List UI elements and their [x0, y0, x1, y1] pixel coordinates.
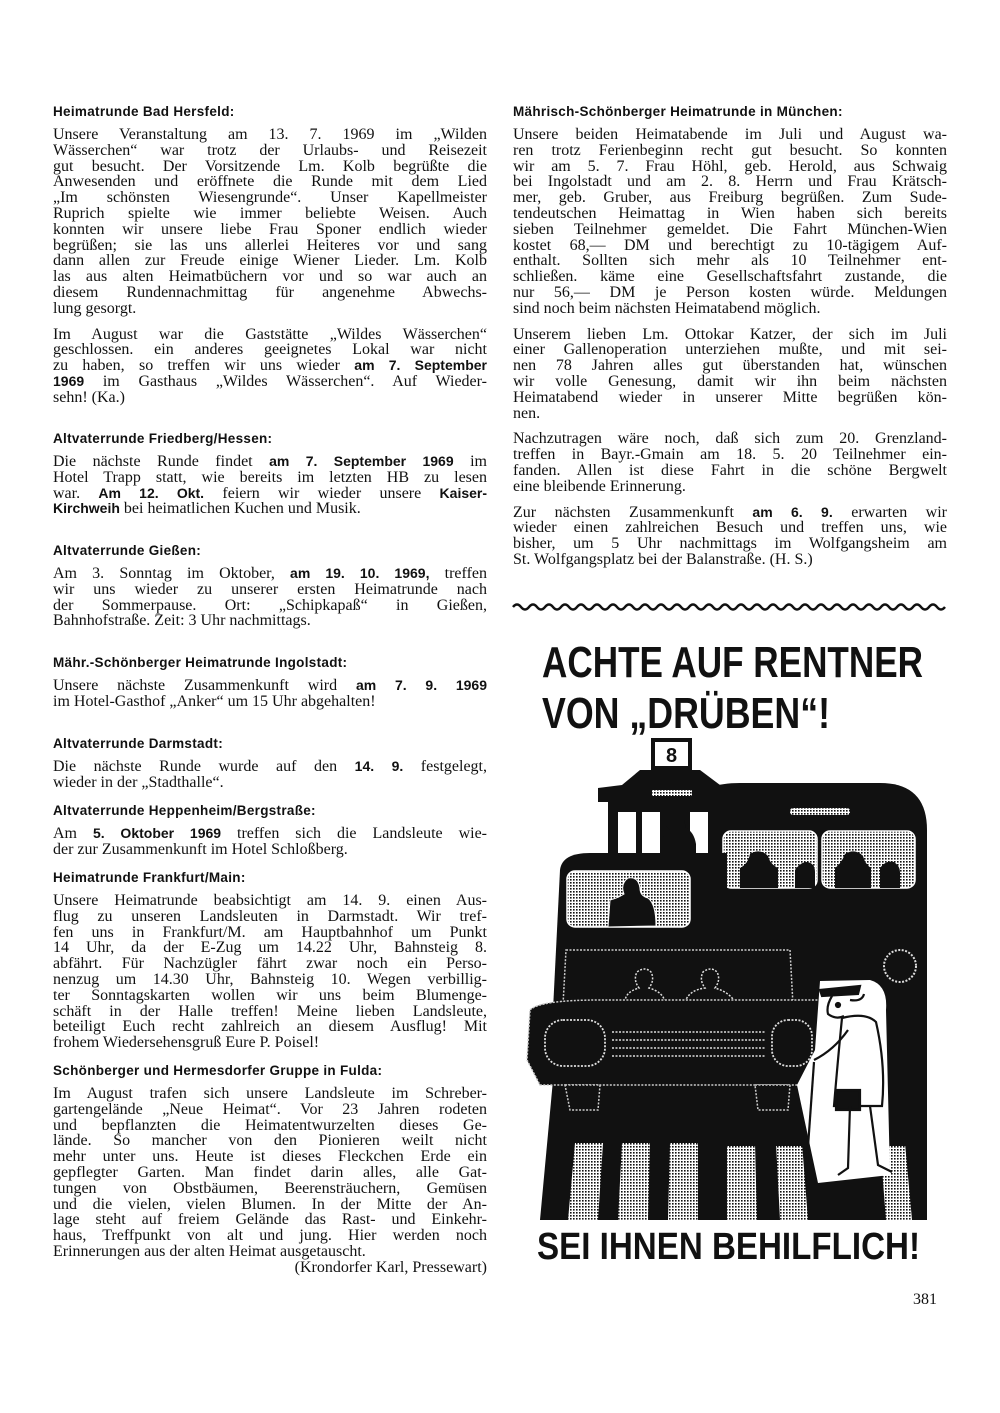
text-run: feiern wir wieder unsere	[204, 484, 440, 502]
text-line: Wässerchen“ war trotz der Urlaubs- und Reisezeit	[53, 141, 487, 159]
text-line: lung gesorgt.	[53, 299, 137, 317]
text-run: Am	[53, 825, 93, 842]
text-line: diesem Rundennachmittag für angenehme Abwechs-	[53, 283, 487, 301]
text-line	[53, 358, 487, 374]
text-line: lage steht auf freiem Gelände das Rast- und Einkehr-	[53, 1211, 487, 1229]
text-line: und die vielen, vielen Blumen. In der Mitte der An-	[53, 1195, 487, 1213]
text-run: zu haben, so treffen wir uns wieder	[53, 357, 355, 375]
text-line: wir am 5. 7. Frau Höhl, geb. Herold, aus Schwaig	[513, 157, 947, 175]
text-line	[53, 759, 487, 775]
paragraph	[53, 759, 487, 791]
text-line: schäft in der Halle treffen! Meine lieben Landsleute,	[53, 1002, 487, 1020]
text-line: dann allen zur Freude einige Wiener Lieder. Lm. Kolb	[53, 252, 487, 270]
text-line: tungen von Obstbäumen, Beerensträuchern, Gemüsen	[53, 1179, 487, 1197]
text-line: Erinnerungen aus der alten Heimat ausgetauscht.	[53, 1242, 366, 1260]
text-line: nenzug um 14.30 Uhr, Bahnsteig 10. Wegen verbillig-	[53, 970, 487, 988]
tram-cab-window	[642, 812, 660, 856]
text-line: sieben Teilnehmer gemeldet. Die Fahrt München-Wien	[513, 220, 947, 238]
text-line: Unsere Veranstaltung am 13. 7. 1969 im „Wilden	[53, 126, 487, 143]
text-line	[513, 505, 947, 521]
car-body	[527, 1000, 835, 1085]
text-line: nur 56,— DM je Person kosten würde. Meldungen	[513, 283, 947, 301]
tram-roof	[598, 770, 745, 802]
text-line: ter Sonntagskarten wollen wir uns beim Blumenge-	[53, 986, 487, 1004]
text-line: mehr unter uns. Heute ist dieses Fleckchen Erde ein	[53, 1148, 487, 1166]
text-line: abfährt. Für Nachzügler fährt zwar noch ein Perso-	[53, 955, 487, 973]
text-line: frohem Wiedersehensgruß Eure P. Poisel!	[53, 1034, 320, 1052]
section-heading: Altvaterrunde Gießen:	[53, 543, 202, 558]
poster-footer: SEI IHNEN BEHILFLICH!	[537, 1226, 920, 1268]
section-heading: Heimatrunde Frankfurt/Main:	[53, 870, 246, 885]
text-line: treffen in Bayr.-Gmain am 18. 5. 20 Teilnehmer ein-	[513, 446, 947, 464]
paragraph	[513, 327, 947, 422]
text-line: nen.	[513, 404, 541, 422]
section-heading: Altvaterrunde Heppenheim/Bergstraße:	[53, 803, 316, 818]
poster-illustration	[510, 600, 960, 1280]
text-line: St. Wolfgangsplatz bei der Balanstraße. (H. S.)	[513, 550, 813, 568]
text-line: der zur Zusammenkunft im Hotel Schloßberg.	[53, 840, 348, 858]
section-bad-hersfeld	[53, 103, 487, 416]
text-run: Am 3. Sonntag im Oktober,	[53, 565, 291, 582]
tram-cab-window	[618, 812, 636, 856]
text-line	[53, 486, 487, 502]
page-number: 381	[913, 1291, 937, 1308]
paragraph	[53, 826, 487, 858]
text-run: im Gasthaus „Wildes Wässerchen“. Auf Wieder-	[84, 372, 487, 390]
section-heppenheim	[53, 802, 487, 868]
car-roof	[563, 950, 793, 1005]
text-line: flug zu unseren Landsleuten in Darmstadt. Wir tref-	[53, 907, 487, 925]
text-line: gepflegter Garten. Man findet darin alles, alle Gat-	[53, 1163, 487, 1181]
text-line: sehn! (Ka.)	[53, 388, 125, 406]
section-ingolstadt	[53, 654, 487, 720]
text-line: geschlossen. ein anderes geeignetes Lokal war nicht	[53, 341, 487, 359]
text-line: Anwesenden und eröffnete die Runde mit dem Lied	[53, 173, 487, 191]
text-line: begrüßen; sie las uns allerlei Heiteres vor und sang	[53, 236, 487, 254]
section-giessen	[53, 542, 487, 639]
text-run: festgelegt,	[403, 758, 487, 775]
text-line: wieder in der „Stadthalle“.	[53, 773, 224, 791]
paragraph	[53, 454, 487, 517]
text-line: schließen. käme eine Gesellschaftsfahrt zustande, die	[513, 268, 947, 286]
section-frankfurt	[53, 869, 487, 1061]
bold-text: am 7. September	[354, 357, 487, 374]
text-run: Die nächste Runde findet	[53, 453, 270, 470]
section-heading: Mähr.-Schönberger Heimatrunde Ingolstadt:	[53, 655, 348, 670]
text-line: und bepflanzten die Heimatentwurzelten dieses Ge-	[53, 1116, 487, 1134]
text-run: war.	[53, 484, 99, 502]
paragraph	[53, 127, 487, 317]
section-heading: Altvaterrunde Friedberg/Hessen:	[53, 431, 273, 446]
text-run: Unsere nächste Zusammenkunft wird	[53, 677, 356, 694]
text-line: nen 78 Jahren alles gut überstanden hat, wünschen	[513, 357, 947, 375]
section-heading: Mährisch-Schönberger Heimatrunde in München:	[513, 104, 843, 119]
paragraph	[513, 431, 947, 494]
text-line: konnten wir unsere liebe Frau Sponer endlich wieder	[53, 220, 487, 238]
text-line: Heimatabend wieder in unserer Mitte begrüßen kön-	[513, 388, 947, 406]
text-line: bisher, um 5 Uhr nachmittags im Wolfgangsheim am	[513, 535, 947, 553]
text-line: fanden. Allen ist diese Fahrt in die schöne Bergwelt	[513, 461, 947, 479]
bold-text: Kirchweih	[53, 500, 120, 517]
text-line	[53, 501, 487, 517]
bold-text: Am 12. Okt.	[98, 484, 205, 501]
text-line: „Im schönsten Wiesengrunde“. Unser Kapellmeister	[53, 189, 487, 207]
wave-divider	[513, 605, 945, 610]
bold-text: am 7. 9. 1969	[355, 677, 488, 693]
text-run: erwarten wir	[832, 503, 948, 521]
text-line: Unserem lieben Lm. Ottokar Katzer, der sich im Juli	[513, 325, 947, 343]
text-line: wieder einen zahlreichen Besuch und treffen uns, wie	[513, 519, 947, 537]
bold-text: 14. 9.	[354, 758, 404, 774]
text-run: treffen	[429, 565, 487, 582]
text-line: Unsere beiden Heimatabende im Juli und August wa-	[513, 126, 947, 143]
text-line: 14 Uhr, da der E-Zug um 14.22 Uhr, Bahnsteig 8.	[53, 939, 487, 957]
text-line: der Sommerpause. Ort: „Schipkapaß“ in Gießen,	[53, 596, 487, 614]
section-heading: Schönberger und Hermesdorfer Gruppe in Fulda:	[53, 1063, 383, 1078]
text-line: Unsere Heimatrunde beabsichtigt am 14. 9. einen Aus-	[53, 892, 487, 909]
bus-destination-sign	[790, 808, 850, 815]
section-heading: Altvaterrunde Darmstadt:	[53, 736, 223, 751]
poster-headline-1: ACHTE AUF RENTNER	[542, 638, 923, 687]
section-darmstadt	[53, 735, 487, 801]
poster-headline-2: VON „DRÜBEN“!	[542, 689, 830, 738]
text-line	[53, 454, 487, 470]
bold-text: Kaiser-	[439, 484, 488, 501]
text-line: wir volle Genesung, damit wir ihn beim nächsten	[513, 372, 947, 390]
text-line: Hotel Trapp statt, wie bereits im letzten HB zu lesen	[53, 468, 487, 486]
text-line: beteiligt Euch recht zahlreich an diesem Ausflug! Mit	[53, 1018, 487, 1036]
bold-text: am 7. September 1969	[269, 453, 454, 469]
text-line: gartengelände „Neue Heimat“. Vor 23 Jahren rodeten	[53, 1100, 487, 1118]
text-line: wir uns wieder zu unserer ersten Heimatrunde nach	[53, 580, 487, 598]
text-line: Im August trafen sich unsere Landsleute im Schreber-	[53, 1085, 487, 1102]
text-line: kostet 68,— DM und berechtigt zu 10-tägigem Auf-	[513, 236, 947, 254]
text-line: mer, geb. Gruber, aus Freiburg begrüßen. Zum Sude-	[513, 189, 947, 207]
text-run: Zur nächsten Zusammenkunft	[513, 503, 753, 521]
bold-text: am 6. 9.	[752, 503, 833, 520]
text-line	[53, 374, 487, 390]
bus-headlight	[884, 950, 916, 982]
paragraph	[513, 505, 947, 568]
text-line: eine bleibende Erinnerung.	[513, 477, 686, 495]
text-line: ren trotz Ferienbeginn recht gut besucht. So konnten	[513, 141, 947, 159]
text-run: Die nächste Runde wurde auf den	[53, 758, 355, 775]
text-line: im Hotel-Gasthof „Anker“ um 15 Uhr abgehalten!	[53, 692, 376, 710]
tram-number: 8	[665, 745, 678, 767]
signature: (Krondorfer Karl, Pressewart)	[294, 1258, 487, 1276]
paragraph	[53, 1086, 487, 1276]
text-line: haus, Treffpunkt von alt und jung. Hier werden noch	[53, 1227, 487, 1245]
text-line: gut besucht. Der Vorsitzende Lm. Kolb begrüßte die	[53, 157, 487, 175]
text-line	[53, 678, 487, 694]
text-line: bei Ingolstadt und am 2. 8. Herrn und Frau Krätsch-	[513, 173, 947, 191]
text-line: sind noch beim nächsten Heimatabend möglich.	[513, 299, 821, 317]
tram-roof-sign	[652, 790, 692, 796]
bold-text: 5. Oktober 1969	[92, 825, 222, 841]
text-line: fen uns in Frankfurt/M. am Hauptbahnhof um Punkt	[53, 923, 487, 941]
text-line: las aus alten Heimatbüchern vor und so war auch an	[53, 268, 487, 286]
bold-text: 1969	[53, 372, 85, 389]
text-line	[53, 826, 487, 842]
bold-text: am 19. 10. 1969,	[290, 565, 430, 581]
text-line: tendeutschen Heimattag in Wien haben sich bereits	[513, 204, 947, 222]
paragraph	[53, 678, 487, 710]
text-line: Ruprich spielte wie immer beliebte Weisen. Auch	[53, 204, 487, 222]
paragraph	[513, 127, 947, 317]
text-line: Bahnhofstraße. Zeit: 3 Uhr nachmittags.	[53, 612, 311, 630]
text-run: im	[453, 453, 487, 470]
paragraph	[53, 566, 487, 629]
text-run: bei heimatlichen Kuchen und Musik.	[119, 500, 361, 518]
section-muenchen	[513, 103, 947, 578]
paragraph	[53, 327, 487, 406]
text-line: einer Gallenoperation unterziehen mußte, und mit sei-	[513, 341, 947, 359]
section-fulda	[53, 1062, 487, 1286]
section-friedberg	[53, 430, 487, 527]
text-line: enthalt. Sollten sich mehr als 10 Teilnehmer ent-	[513, 252, 947, 270]
section-heading: Heimatrunde Bad Hersfeld:	[53, 104, 235, 119]
text-run: treffen sich die Landsleute wie-	[221, 825, 488, 842]
text-line	[53, 566, 487, 582]
text-line: lände. So mancher von den Pionieren weilt nicht	[53, 1132, 487, 1150]
text-line: Nachzutragen wäre noch, daß sich zum 20. Grenzland-	[513, 430, 947, 448]
paragraph	[53, 893, 487, 1051]
text-line: Im August war die Gaststätte „Wildes Wässerchen“	[53, 325, 487, 343]
